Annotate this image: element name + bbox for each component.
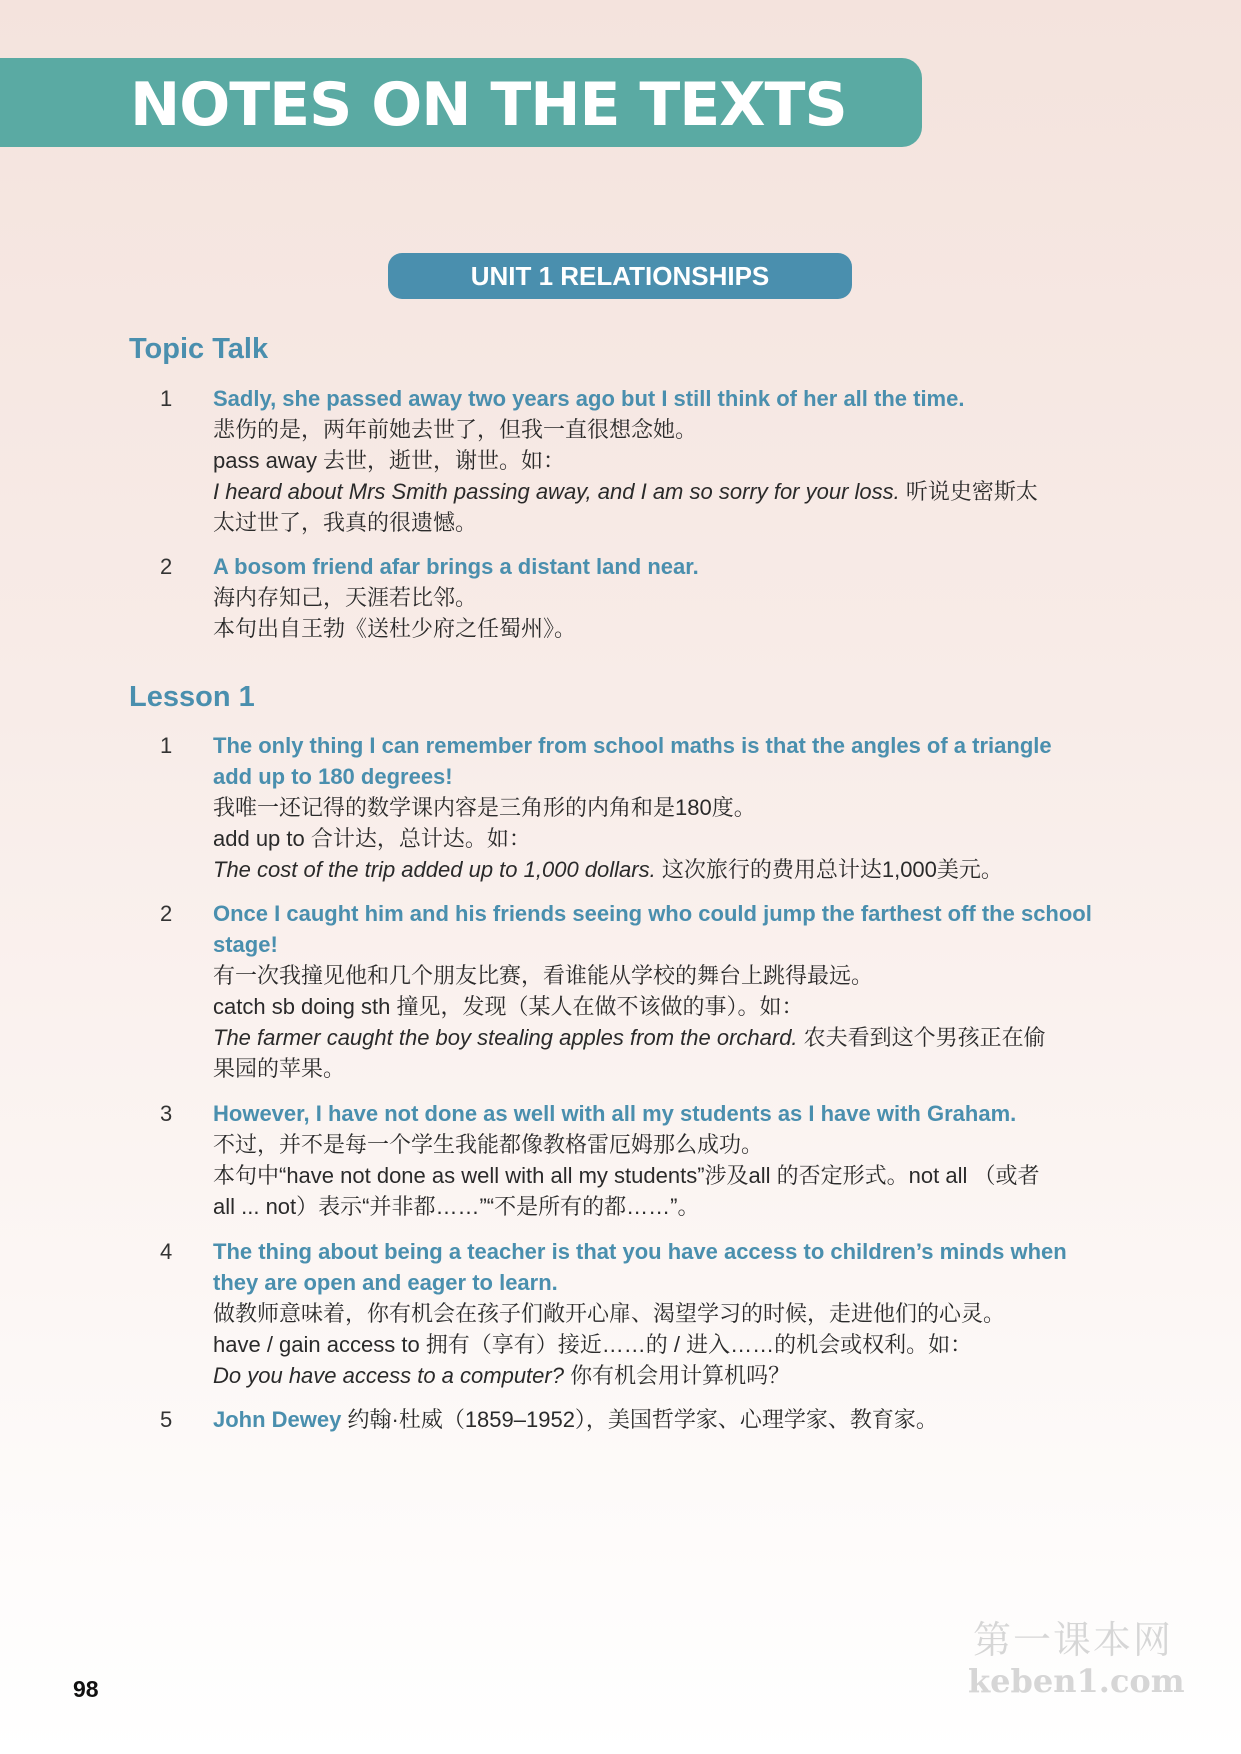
note-example [213, 476, 1118, 507]
note-translation: 我唯一还记得的数学课内容是三角形的内角和是180度。 [213, 795, 756, 820]
note-translation: 海内存知己，天涯若比邻。 [213, 585, 478, 610]
note-english-sentence: The thing about being a teacher is that you have access to children’s minds when [213, 1239, 1067, 1264]
example-chinese: 听说史密斯太 [899, 479, 1038, 504]
section-heading-topic-talk: Topic Talk [129, 333, 269, 365]
note-example [213, 1360, 1118, 1391]
section-heading-lesson-1: Lesson 1 [129, 681, 255, 713]
note-example [213, 1022, 1118, 1053]
example-chinese: 这次旅行的费用总计达1,000美元。 [655, 857, 1003, 882]
example-english: The cost of the trip added up to 1,000 dollars. [213, 857, 656, 882]
note-explanation: pass away 去世，逝世，谢世。如： [213, 448, 566, 473]
note-english-sentence-continued: they are open and eager to learn. [213, 1270, 558, 1295]
note-number: 2 [160, 901, 173, 926]
note-english-sentence: However, I have not done as well with all my students as I have with Graham. [213, 1101, 1017, 1126]
note-number: 1 [160, 733, 173, 758]
note-explanation: have / gain access to 拥有（享有）接近……的 / 进入……的机会或权利。如： [213, 1332, 973, 1357]
note-english-sentence-continued: add up to 180 degrees! [213, 764, 453, 789]
note-number: 2 [160, 554, 173, 579]
note-english-sentence-continued: stage! [213, 932, 278, 957]
note-translation: 不过，并不是每一个学生我能都像教格雷厄姆那么成功。 [213, 1132, 764, 1157]
note-english-sentence: A bosom friend afar brings a distant land near. [213, 554, 699, 579]
page-number: 98 [73, 1676, 99, 1702]
example-english: The farmer caught the boy stealing apples from the orchard. [213, 1025, 798, 1050]
note-number: 5 [160, 1407, 173, 1432]
watermark-url: keben1.com [968, 1662, 1185, 1700]
note-english-sentence: Once I caught him and his friends seeing who could jump the farthest off the school [213, 901, 1092, 926]
note-english-sentence: The only thing I can remember from school maths is that the angles of a triangle [213, 733, 1052, 758]
note-english-term: John Dewey [213, 1407, 342, 1432]
note-example [213, 854, 1118, 885]
page-title: NOTES ON THE TEXTS [130, 70, 847, 140]
example-chinese: 你有机会用计算机吗？ [563, 1363, 791, 1388]
note-number: 3 [160, 1101, 173, 1126]
note-explanation: add up to 合计达，总计达。如： [213, 826, 531, 851]
note-translation: 悲伤的是，两年前她去世了，但我一直很想念她。 [213, 417, 698, 442]
note-number: 4 [160, 1239, 173, 1264]
note-explanation-continued: all ... not）表示“并非都……”“不是所有的都……”。 [213, 1194, 700, 1219]
note-line [213, 1404, 1118, 1435]
note-number: 1 [160, 386, 173, 411]
watermark [968, 1618, 1185, 1700]
note-explanation: 本句中“have not done as well with all my students”涉及all 的否定形式。not all （或者 [213, 1163, 1040, 1188]
note-source: 本句出自王勃《送杜少府之任蜀州》。 [213, 616, 577, 641]
note-english-sentence: Sadly, she passed away two years ago but I still think of her all the time. [213, 386, 965, 411]
note-explanation: 约翰·杜威（1859–1952），美国哲学家、心理学家、教育家。 [341, 1407, 938, 1432]
note-translation: 有一次我撞见他和几个朋友比赛，看谁能从学校的舞台上跳得最远。 [213, 963, 874, 988]
watermark-chinese: 第一课本网 [972, 1618, 1173, 1662]
note-example-continued: 果园的苹果。 [213, 1056, 346, 1081]
example-english: I heard about Mrs Smith passing away, and I am so sorry for your loss. [213, 479, 900, 504]
note-example-continued: 太过世了，我真的很遗憾。 [213, 510, 478, 535]
note-explanation: catch sb doing sth 撞见，发现（某人在做不该做的事）。如： [213, 994, 804, 1019]
example-chinese: 农夫看到这个男孩正在偷 [797, 1025, 1046, 1050]
note-translation: 做教师意味着，你有机会在孩子们敞开心扉、渴望学习的时候，走进他们的心灵。 [213, 1301, 1006, 1326]
unit-badge: UNIT 1 RELATIONSHIPS [388, 253, 852, 299]
example-english: Do you have access to a computer? [213, 1363, 564, 1388]
